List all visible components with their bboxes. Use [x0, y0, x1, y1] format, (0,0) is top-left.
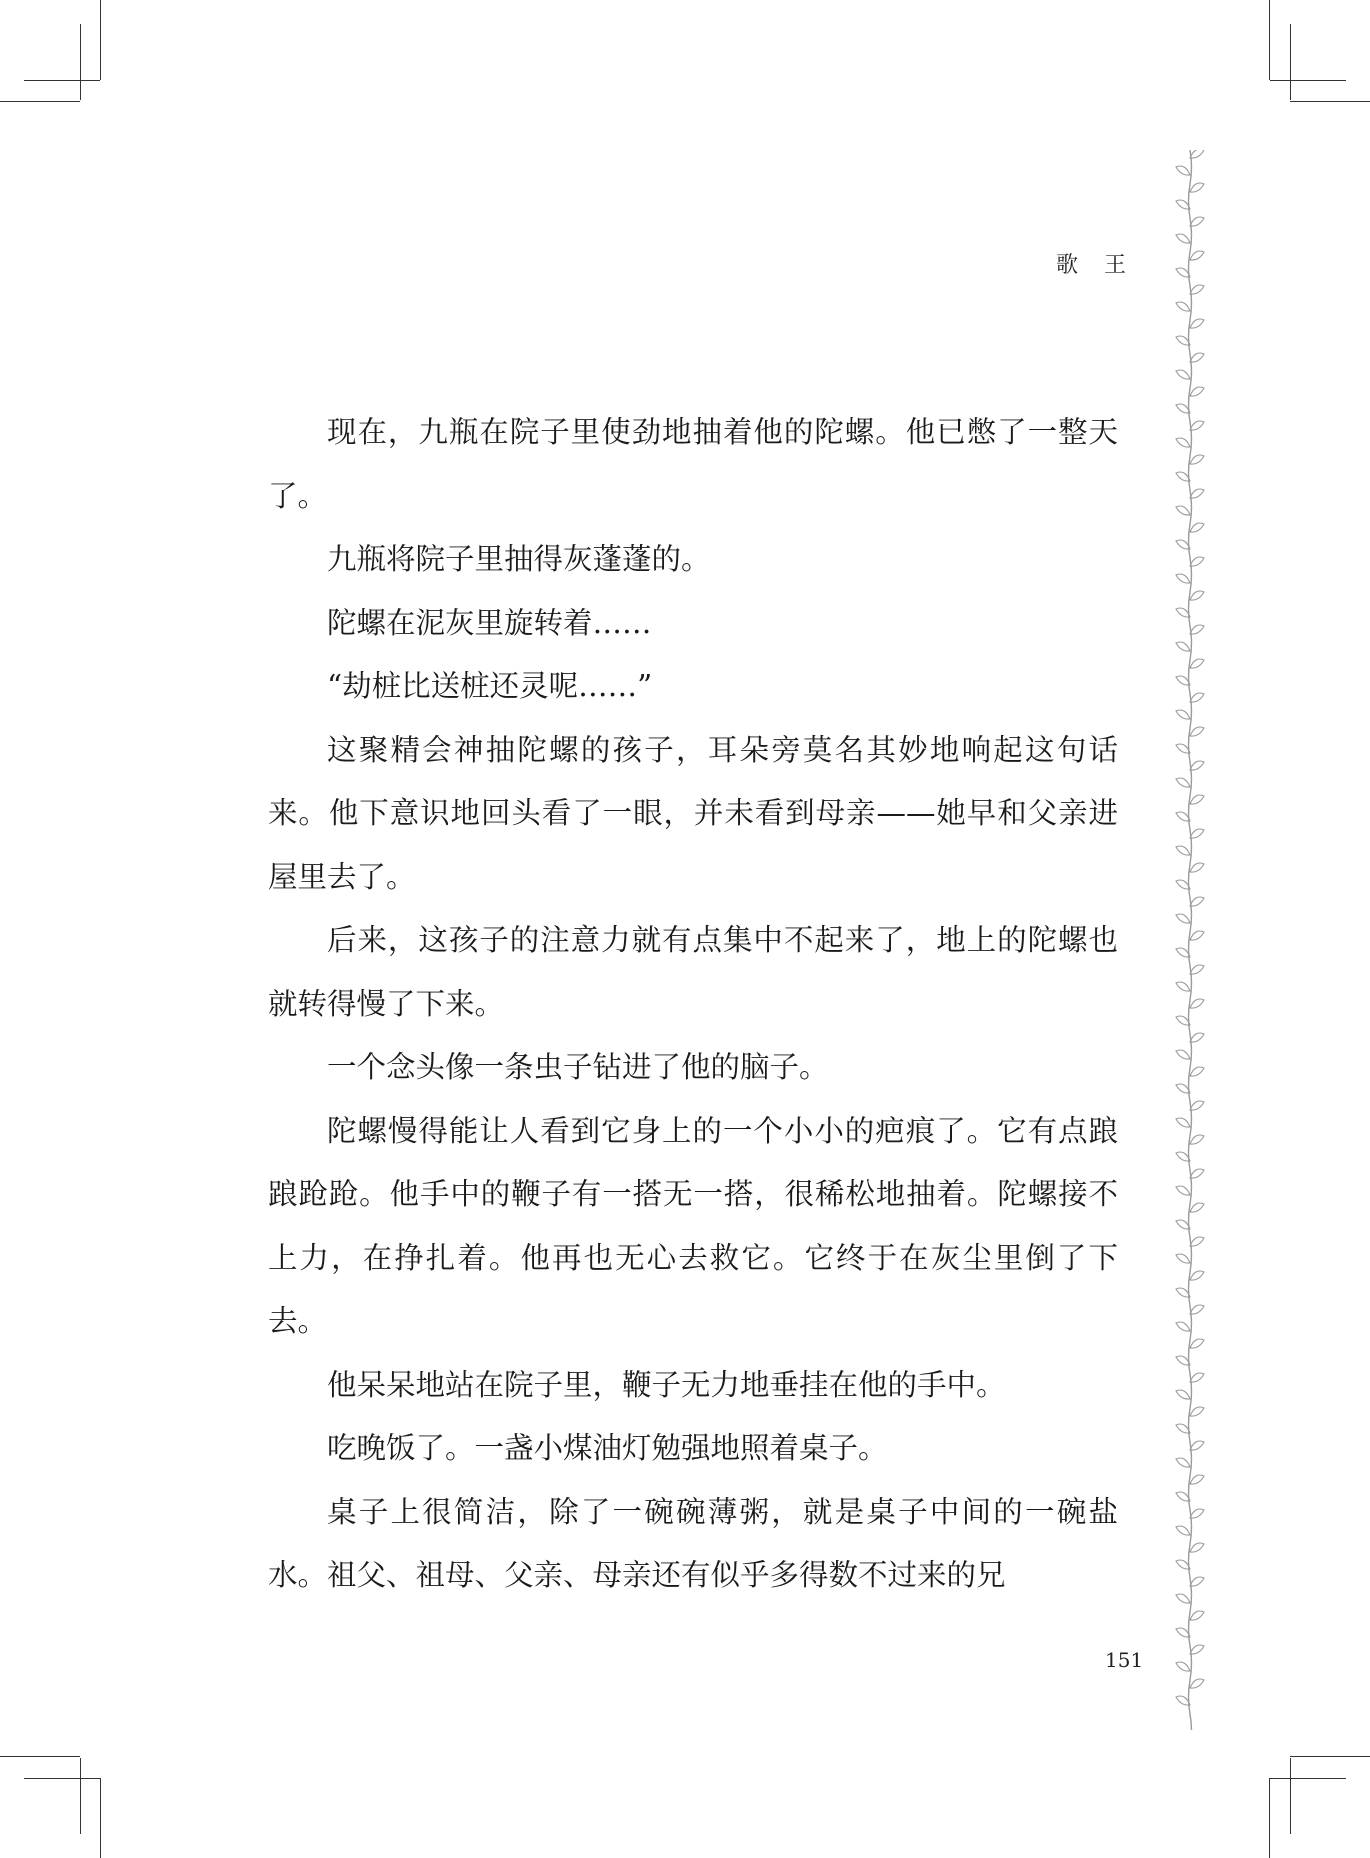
page-number: 151: [1105, 1648, 1144, 1672]
running-header: 歌王: [1055, 253, 1152, 278]
paragraph: 现在，九瓶在院子里使劲地抽着他的陀螺。他已憋了一整天了。: [268, 415, 1118, 513]
paragraph: 九瓶将院子里抽得灰蓬蓬的。: [327, 542, 711, 576]
paragraph: “劫桩比送桩还灵呢……”: [327, 669, 653, 703]
paragraph: 陀螺在泥灰里旋转着……: [327, 605, 652, 640]
paragraph: 后来，这孩子的注意力就有点集中不起来了，地上的陀螺也就转得慢了下来。: [268, 923, 1118, 1021]
paragraph: 一个念头像一条虫子钻进了他的脑子。: [327, 1050, 829, 1084]
paragraph: 桌子上很简洁，除了一碗碗薄粥，就是桌子中间的一碗盐水。祖父、祖母、父亲、母亲还有似乎多得数不过来的兄: [268, 1494, 1118, 1592]
paragraph: 他呆呆地站在院子里，鞭子无力地垂挂在他的手中。: [327, 1367, 1006, 1402]
paragraph: 吃晚饭了。一盏小煤油灯勉强地照着桌子。: [327, 1431, 888, 1465]
paragraph: 这聚精会神抽陀螺的孩子，耳朵旁莫名其妙地响起这句话来。他下意识地回头看了一眼，并未看到母亲——她早和父亲进屋里去了。: [268, 732, 1118, 894]
paragraph: 陀螺慢得能让人看到它身上的一个小小的疤痕了。它有点踉踉跄跄。他手中的鞭子有一搭无一搭，很稀松地抽着。陀螺接不上力，在挣扎着。他再也无心去救它。它终于在灰尘里倒了下去。: [268, 1113, 1118, 1338]
body-text: [268, 401, 1118, 1608]
leaf-vine-border-icon: [1160, 150, 1220, 1730]
